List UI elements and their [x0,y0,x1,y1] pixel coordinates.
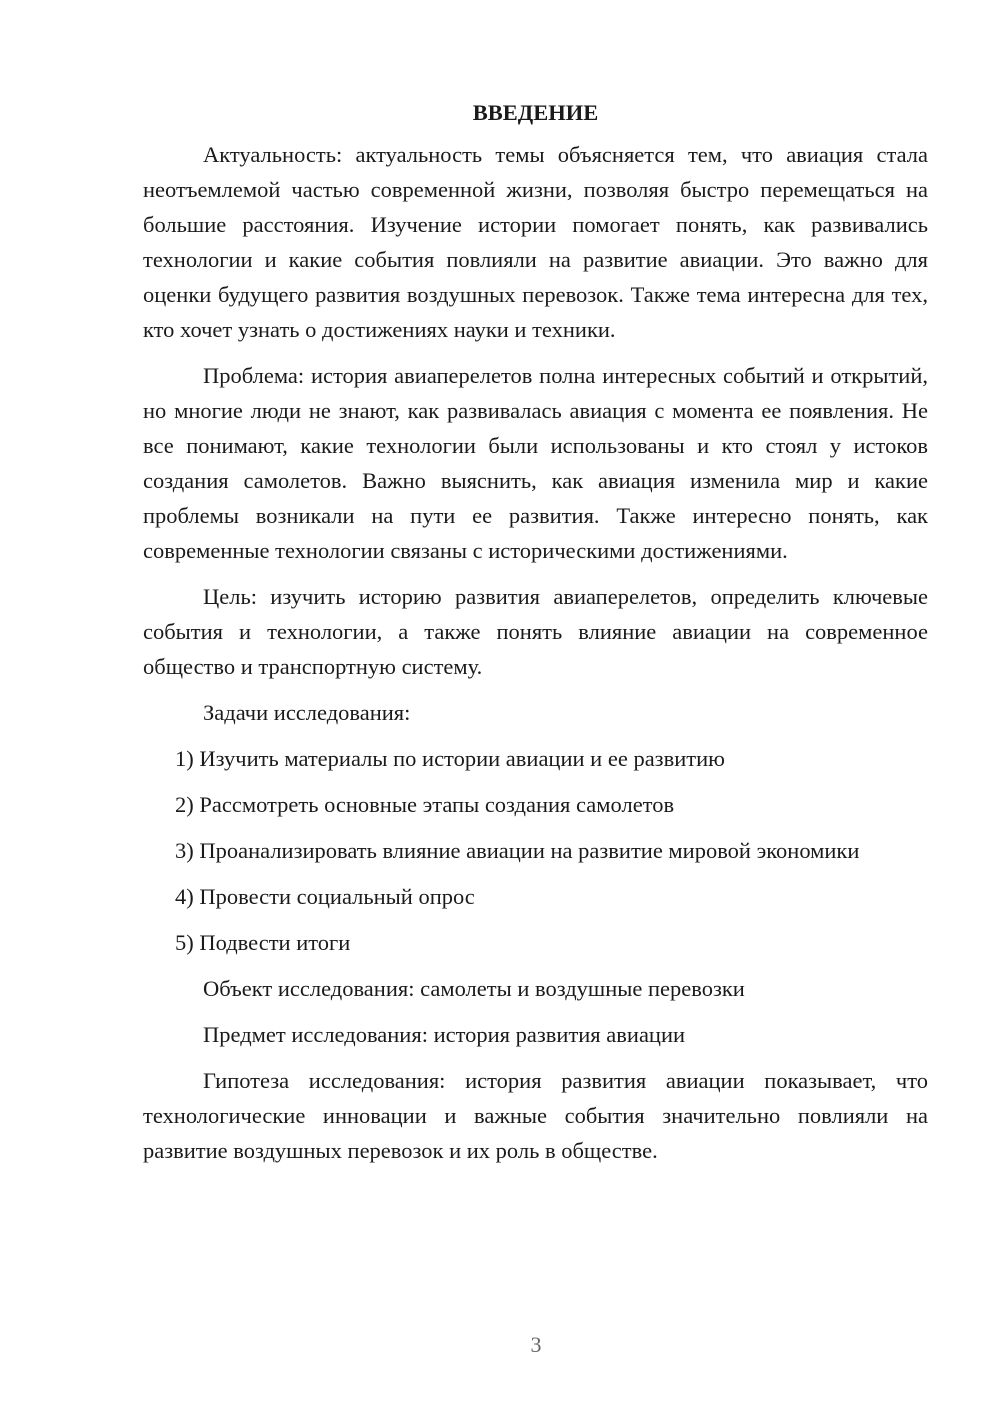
paragraph-hypothesis: Гипотеза исследования: история развития авиации показывает, что технологические инновации и важные события значительно повлияли на развитие воздушных перевозок и их роль в обществе. [143,1068,928,1163]
page-number: 3 [530,1332,542,1357]
task-item-2: 2) Рассмотреть основные этапы создания самолетов [175,792,675,817]
paragraph-subject: Предмет исследования: история развития авиации [203,1022,686,1047]
page-content [143,95,928,1179]
section-title: ВВЕДЕНИЕ [472,100,599,125]
task-item-3: 3) Проанализировать влияние авиации на развитие мировой экономики [175,838,860,863]
task-item-4: 4) Провести социальный опрос [175,884,475,909]
task-item-1: 1) Изучить материалы по истории авиации и ее развитию [175,746,725,771]
paragraph-relevance: Актуальность: актуальность темы объясняется тем, что авиация стала неотъемлемой частью современной жизни, позволяя быстро перемещаться на большие расстояния. Изучение истории помогает понять, как развивались технологии и какие события повлияли на развитие авиации. Это важно для оценки будущего развития воздушных перевозок. Также тема интересна для тех, кто хочет узнать о достижениях науки и техники. [143,142,928,342]
task-item-5: 5) Подвести итоги [175,930,351,955]
paragraph-tasks-heading: Задачи исследования: [203,700,411,725]
paragraph-object: Объект исследования: самолеты и воздушные перевозки [203,976,745,1001]
paragraph-problem: Проблема: история авиаперелетов полна интересных событий и открытий, но многие люди не знают, как развивалась авиация с момента ее появления. Не все понимают, какие технологии были использованы и кто стоял у истоков создания самолетов. Важно выяснить, как авиация изменила мир и какие проблемы возникали на пути ее развития. Также интересно понять, как современные технологии связаны с историческими достижениями. [143,363,928,563]
paragraph-goal: Цель: изучить историю развития авиаперелетов, определить ключевые события и технологии, а также понять влияние авиации на современное общество и транспортную систему. [143,584,928,679]
